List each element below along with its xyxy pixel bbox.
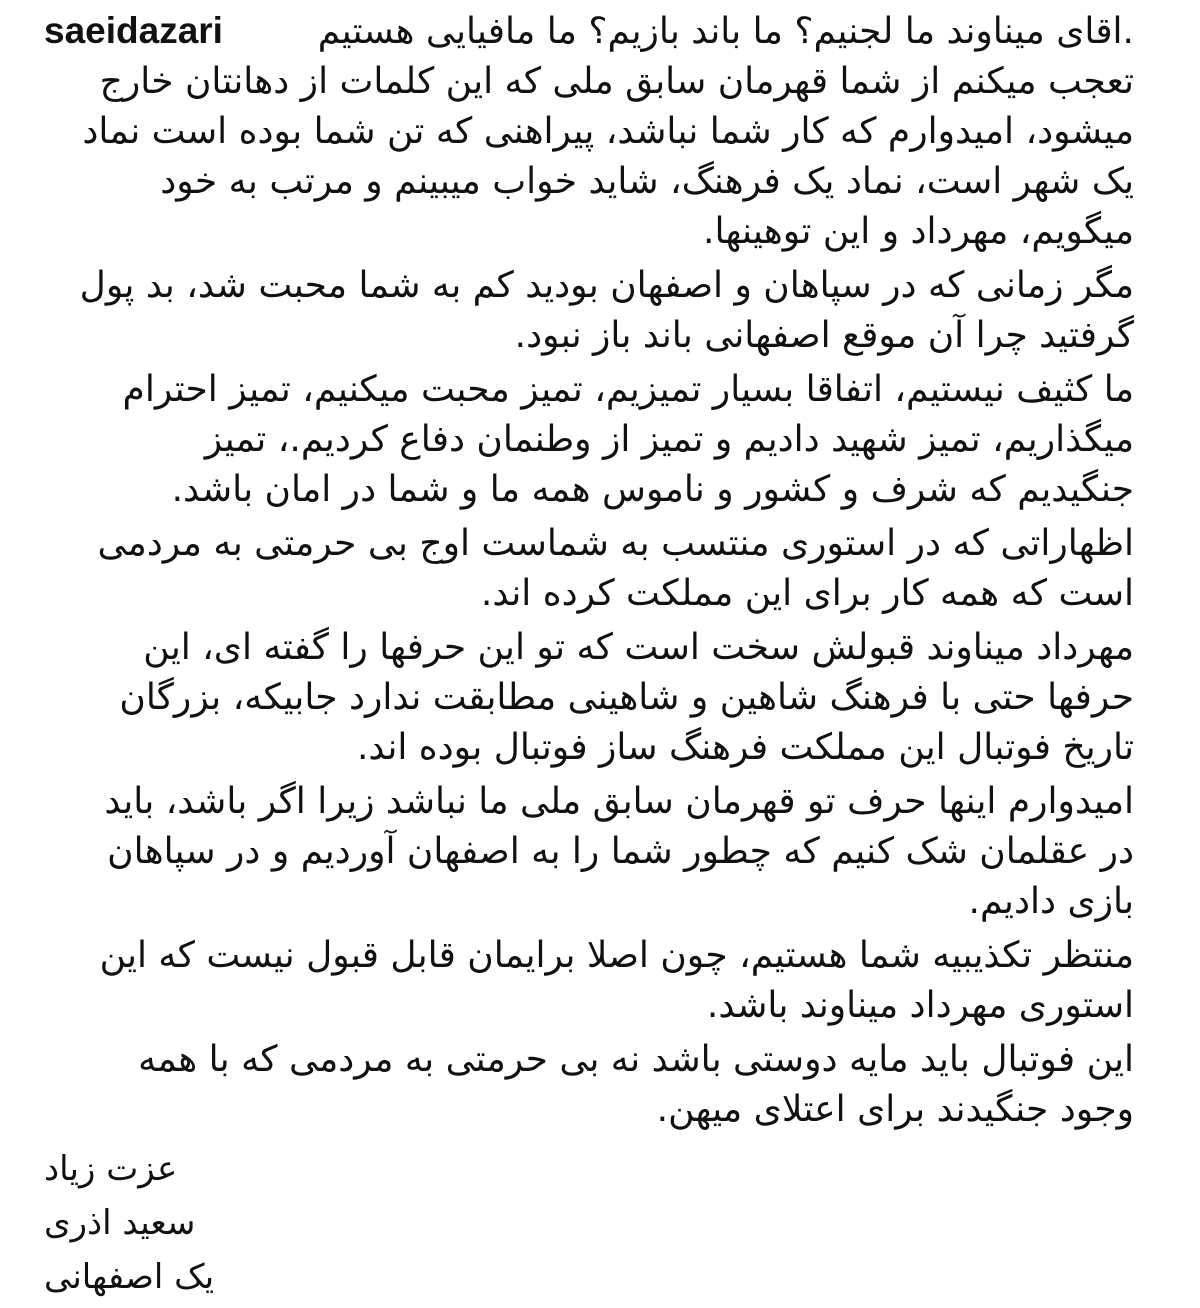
caption-text-line: اظهاراتی که در استوری منتسب به شماست اوج بی حرمتی به مردمی — [97, 523, 1134, 564]
caption-text-line: میگویم، مهرداد و این توهینها. — [703, 211, 1134, 252]
signature-line: سعید اذری — [44, 1203, 196, 1243]
caption-paragraph — [44, 365, 1134, 515]
caption-paragraph — [44, 1035, 1134, 1135]
caption-text-line: استوری مهرداد میناوند باشد. — [706, 985, 1134, 1026]
caption-text-line: تعجب میکنم از شما قهرمان سابق ملی که این کلمات از دهانتان خارج — [99, 61, 1134, 102]
caption-text-line: منتظر تکذیبیه شما هستیم، چون اصلا برایمان قابل قبول نیست که این — [99, 935, 1134, 976]
caption-paragraph — [44, 623, 1134, 773]
signature-line: یک اصفهانی — [44, 1257, 215, 1297]
caption-text-line: مهرداد میناوند قبولش سخت است که تو این حرفها را گفته ای، این — [143, 627, 1134, 668]
caption-paragraph — [44, 519, 1134, 619]
caption-intro — [44, 6, 1134, 257]
caption-text-line: وجود جنگیدند برای اعتلای میهن. — [656, 1089, 1134, 1130]
username-link[interactable]: saeidazari — [44, 10, 223, 51]
caption-text-line: میشود، امیدوارم که کار شما نباشد، پیراهنی که تن شما بوده است نماد — [82, 111, 1134, 152]
post-caption — [44, 6, 1134, 1139]
caption-paragraph — [44, 777, 1134, 927]
caption-text-line: جنگیدیم که شرف و کشور و ناموس همه ما و شما در امان باشد. — [171, 469, 1134, 510]
caption-text-line: ما کثیف نیستیم، اتفاقا بسیار تمیزیم، تمیز محبت میکنیم، تمیز احترام — [122, 369, 1134, 410]
caption-paragraph — [44, 261, 1134, 361]
caption-text-line: حرفها حتی با فرهنگ شاهین و شاهینی مطابقت ندارد جابیکه، بزرگان — [119, 677, 1134, 718]
caption-text-line: مگر زمانی که در سپاهان و اصفهان بودید کم به شما محبت شد، بد پول — [79, 265, 1134, 306]
caption-text-line: در عقلمان شک کنیم که چطور شما را به اصفهان آوردیم و در سپاهان — [107, 831, 1134, 872]
signature-line: عزت زیاد — [44, 1149, 178, 1189]
caption-text-line: امیدوارم اینها حرف تو قهرمان سابق ملی ما نباشد زیرا اگر باشد، باید — [104, 781, 1134, 822]
caption-text-line: یک شهر است، نماد یک فرهنگ، شاید خواب میبینم و مرتب به خود — [160, 161, 1134, 202]
signature-block — [44, 1142, 214, 1304]
caption-text-line: تاریخ فوتبال این مملکت فرهنگ ساز فوتبال بوده اند. — [356, 727, 1134, 768]
caption-text-line: .اقای میناوند ما لجنیم؟ ما باند بازیم؟ ما مافیایی هستیم — [317, 11, 1134, 52]
caption-text-line: است که همه کار برای این مملکت کرده اند. — [480, 573, 1134, 614]
caption-first-line — [44, 6, 1134, 57]
caption-text-line: میگذاریم، تمیز شهید دادیم و تمیز از وطنمان دفاع کردیم.، تمیز — [204, 419, 1134, 460]
caption-text-line: بازی دادیم. — [968, 881, 1134, 922]
caption-paragraph — [44, 931, 1134, 1031]
caption-text-line: گرفتید چرا آن موقع اصفهانی باند باز نبود. — [514, 315, 1134, 356]
caption-text-line: این فوتبال باید مایه دوستی باشد نه بی حرمتی به مردمی که با همه — [138, 1039, 1134, 1080]
